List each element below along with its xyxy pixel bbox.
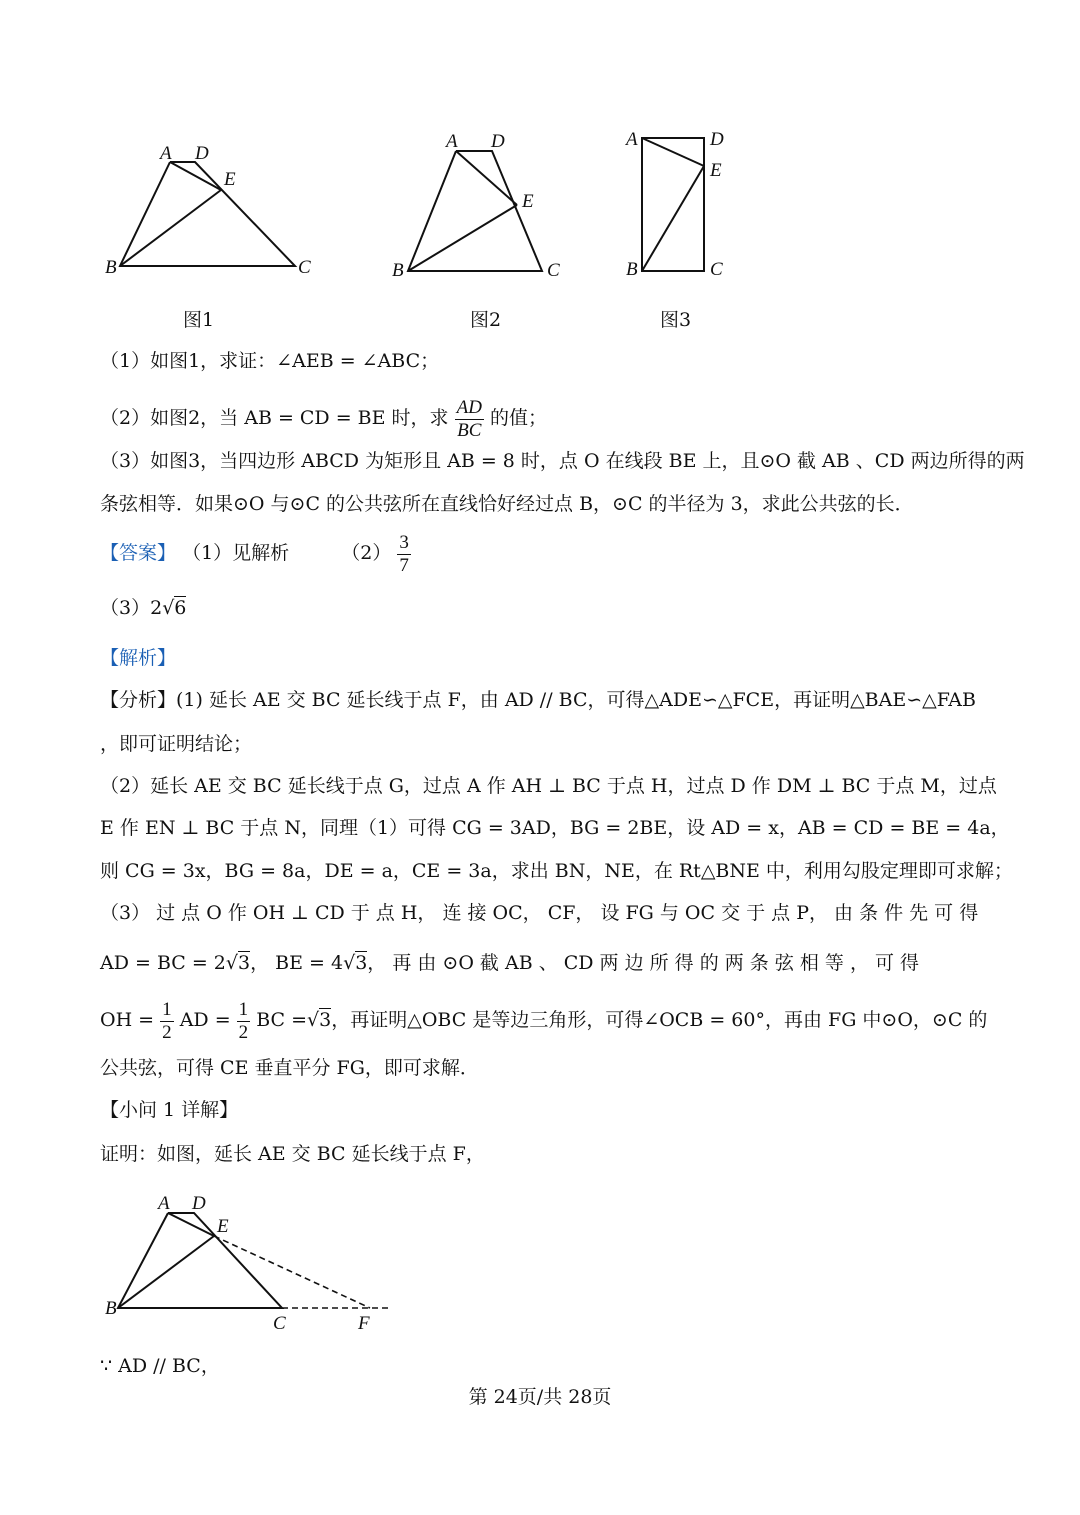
detail-figure (100, 1188, 400, 1338)
sqrt-icon: √ (307, 1009, 320, 1031)
fig2-label-C: C (547, 260, 560, 281)
fraction-2-numerator: 1 (238, 998, 249, 1020)
analysis-line-1: 【分析】(1) 延长 AE 交 BC 延长线于点 F，由 AD // BC，可得△ADE∽△FCE，再证明△BAE∽△FAB (100, 689, 976, 711)
analysis-line-8-radicand: 3 (319, 1009, 332, 1031)
analysis-line-7 (100, 949, 919, 977)
question-1: （1）如图1，求证：∠AEB = ∠ABC； (100, 350, 440, 372)
fig2-label-E: E (522, 191, 534, 212)
analysis-tag: 【解析】 (100, 647, 177, 669)
analysis-line-6: （3） 过 点 O 作 OH ⊥ CD 于 点 H， 连 接 OC， CF， 设 FG 与 OC 交 于 点 P， 由 条 件 先 可 得 (100, 902, 979, 924)
analysis-line-8-b: AD = (179, 1009, 231, 1031)
analysis-line-7-a: AD = BC = 2 (100, 952, 226, 974)
figure-1-caption: 图1 (183, 309, 215, 331)
analysis-line-4: E 作 EN ⊥ BC 于点 N，同理（1）可得 CG = 3AD，BG = 2BE，设 AD = x，AB = CD = BE = 4a， (100, 817, 1010, 839)
question-2-fraction (455, 397, 484, 442)
analysis-line-7-radicand-2: 3 (355, 952, 368, 974)
fig2-label-D: D (491, 131, 505, 152)
question-3-line-2: 条弦相等．如果⊙O 与⊙C 的公共弦所在直线恰好经过点 B，⊙C 的半径为 3，求此公共弦的长． (100, 493, 914, 515)
fig2-label-B: B (392, 260, 404, 281)
question-2 (100, 393, 547, 443)
analysis-line-9: 公共弦，可得 CE 垂直平分 FG，即可求解． (100, 1057, 479, 1079)
fraction-1-numerator: 1 (162, 998, 172, 1020)
analysis-line-8-d: ，再证明△OBC 是等边三角形，可得∠OCB = 60°，再由 FG 中⊙O，⊙C 的 (331, 1009, 988, 1031)
answer-2-numerator: 3 (399, 531, 409, 553)
answer-row (100, 528, 411, 578)
detail-label-B: B (105, 1298, 117, 1319)
detail-label-D: D (192, 1193, 206, 1214)
analysis-line-7-radicand-1: 3 (238, 952, 251, 974)
question-2-numerator: AD (456, 396, 482, 418)
fig1-label-C: C (298, 257, 311, 278)
analysis-line-8-fraction-2 (237, 999, 251, 1044)
fig3-label-A: A (626, 129, 638, 150)
answer-3-radicand: 6 (174, 597, 187, 619)
analysis-line-8-c: BC = (256, 1009, 308, 1031)
answer-3 (100, 594, 186, 622)
answer-1: （1）见解析 (182, 542, 290, 564)
analysis-line-7-b: ， BE = 4 (250, 952, 344, 974)
answer-2-fraction (397, 532, 411, 577)
answer-2-label: （2） (341, 542, 392, 564)
analysis-line-5: 则 CG = 3x，BG = 8a，DE = a，CE = 3a，求出 BN，NE，在 Rt△BNE 中，利用勾股定理即可求解； (100, 860, 1013, 882)
detail-title: 【小问 1 详解】 (100, 1099, 239, 1121)
question-2-denominator: BC (457, 419, 482, 441)
page-footer: 第 24页/共 28页 (468, 1386, 612, 1408)
fraction-1-denominator: 2 (162, 1021, 172, 1043)
fig1-label-B: B (105, 257, 117, 278)
fig1-label-D: D (195, 143, 209, 164)
analysis-line-8-a: OH = (100, 1009, 155, 1031)
fig3-label-C: C (710, 259, 723, 280)
detail-label-C: C (273, 1313, 286, 1334)
answer-tag: 【答案】 (100, 542, 177, 564)
fig1-label-A: A (160, 143, 172, 164)
detail-label-F: F (358, 1313, 370, 1334)
answer-2-denominator: 7 (399, 554, 409, 576)
sqrt-icon: √ (162, 597, 175, 619)
detail-line-2: ∵ AD // BC， (100, 1355, 220, 1377)
question-2-text: （2）如图2，当 AB = CD = BE 时，求 (100, 407, 449, 429)
question-3-line-1: （3）如图3，当四边形 ABCD 为矩形且 AB = 8 时，点 O 在线段 BE 上，且⊙O 截 AB 、CD 两边所得的两 (100, 450, 1025, 472)
analysis-line-8 (100, 995, 987, 1045)
fig3-label-E: E (710, 160, 722, 181)
detail-label-E: E (217, 1216, 229, 1237)
answer-3-text: （3）2 (100, 597, 163, 619)
figure-2 (390, 125, 580, 285)
analysis-line-7-c: ， 再 由 ⊙O 截 AB 、 CD 两 边 所 得 的 两 条 弦 相 等 ， 可 得 (367, 952, 920, 974)
figure-3-caption: 图3 (660, 309, 692, 331)
sqrt-icon: √ (343, 952, 356, 974)
detail-label-A: A (158, 1193, 170, 1214)
figure-2-caption: 图2 (470, 309, 502, 331)
figure-1 (100, 135, 330, 285)
figure-3 (620, 125, 740, 285)
fig3-label-B: B (626, 259, 638, 280)
fig2-label-A: A (446, 131, 458, 152)
question-2-suffix: 的值； (489, 407, 547, 429)
analysis-line-8-fraction-1 (160, 999, 174, 1044)
detail-line-1: 证明：如图，延长 AE 交 BC 延长线于点 F， (100, 1143, 485, 1165)
fig3-label-D: D (710, 129, 724, 150)
fig1-label-E: E (224, 169, 236, 190)
analysis-line-3: （2）延长 AE 交 BC 延长线于点 G，过点 A 作 AH ⊥ BC 于点 H，过点 D 作 DM ⊥ BC 于点 M，过点 (100, 775, 997, 797)
sqrt-icon: √ (225, 952, 239, 974)
analysis-line-2: ，即可证明结论； (100, 733, 253, 755)
fraction-2-denominator: 2 (238, 1021, 249, 1043)
